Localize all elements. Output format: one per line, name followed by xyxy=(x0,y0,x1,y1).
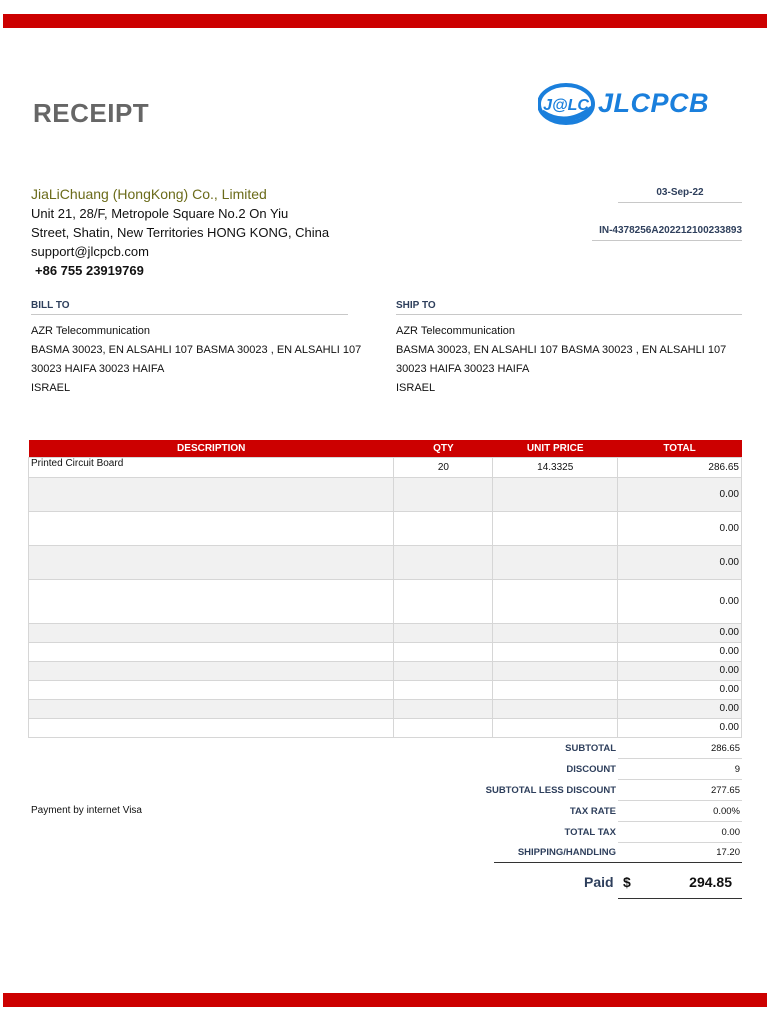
ship-to-name: AZR Telecommunication xyxy=(396,325,516,337)
header-qty: QTY xyxy=(394,440,493,457)
table-row xyxy=(29,477,742,511)
row-total: 0.00 xyxy=(618,661,742,680)
row-unit-price xyxy=(493,680,618,699)
row-description xyxy=(29,718,394,737)
row-description xyxy=(29,477,394,511)
row-description xyxy=(29,511,394,545)
bill-to-line2: 30023 HAIFA 30023 HAIFA xyxy=(31,363,165,375)
row-description xyxy=(29,680,394,699)
row-unit-price xyxy=(493,718,618,737)
row-qty xyxy=(394,680,493,699)
ship-to-address xyxy=(396,322,746,398)
row-qty xyxy=(394,661,493,680)
header-description: DESCRIPTION xyxy=(29,440,394,457)
company-info xyxy=(31,185,329,280)
ship-to-line2: 30023 HAIFA 30023 HAIFA xyxy=(396,363,530,375)
summary-label: DISCOUNT xyxy=(566,764,616,775)
table-row xyxy=(29,511,742,545)
summary-row-total-tax xyxy=(440,822,742,843)
row-total: 0.00 xyxy=(618,623,742,642)
bill-to-name: AZR Telecommunication xyxy=(31,325,151,337)
row-unit-price xyxy=(493,623,618,642)
row-qty: 20 xyxy=(394,457,493,477)
table-header-row xyxy=(29,440,742,457)
summary-value: 17.20 xyxy=(716,847,740,858)
company-phone: +86 755 23919769 xyxy=(35,263,144,278)
row-qty xyxy=(394,699,493,718)
line-items-table xyxy=(28,440,742,738)
receipt-date: 03-Sep-22 xyxy=(618,187,742,203)
summary-value: 286.65 xyxy=(618,738,742,759)
ship-to-heading: SHIP TO xyxy=(396,300,742,315)
payment-note: Payment by internet Visa xyxy=(31,805,142,816)
summary-label: SUBTOTAL LESS DISCOUNT xyxy=(485,785,616,796)
row-description xyxy=(29,545,394,579)
summary-row-shipping xyxy=(440,842,742,863)
summary-row-tax-rate xyxy=(440,801,742,822)
ship-to-line1: BASMA 30023, EN ALSAHLI 107 BASMA 30023 , EN ALSAHLI 107 xyxy=(396,344,727,356)
bill-to-line1: BASMA 30023, EN ALSAHLI 107 BASMA 30023 , EN ALSAHLI 107 xyxy=(31,344,362,356)
table-row xyxy=(29,699,742,718)
header-unit-price: UNIT PRICE xyxy=(493,440,618,457)
bottom-accent-bar xyxy=(3,993,767,1007)
company-address-line1: Unit 21, 28/F, Metropole Square No.2 On Yiu xyxy=(31,206,289,221)
row-description xyxy=(29,642,394,661)
logo-wordmark: JLCPCB xyxy=(598,88,710,118)
summary-label: SHIPPING/HANDLING xyxy=(517,847,616,858)
summary-label: TAX RATE xyxy=(569,806,616,817)
table-row xyxy=(29,623,742,642)
summary-row-discount xyxy=(440,759,742,780)
paid-currency: $ xyxy=(623,874,631,890)
row-qty xyxy=(394,718,493,737)
row-total: 0.00 xyxy=(618,477,742,511)
bill-to-address xyxy=(31,322,381,398)
page-title: RECEIPT xyxy=(33,98,150,128)
logo-mark: J@LC xyxy=(543,97,589,114)
row-description: Printed Circuit Board xyxy=(29,457,394,477)
paid-amount: 294.85 xyxy=(689,874,732,890)
summary-value: 0.00% xyxy=(618,801,742,822)
row-unit-price xyxy=(493,661,618,680)
row-qty xyxy=(394,623,493,642)
row-qty xyxy=(394,579,493,623)
row-qty xyxy=(394,545,493,579)
row-unit-price xyxy=(493,511,618,545)
row-qty xyxy=(394,511,493,545)
row-unit-price xyxy=(493,477,618,511)
top-accent-bar xyxy=(3,14,767,28)
row-total: 0.00 xyxy=(618,718,742,737)
summary-value: 0.00 xyxy=(618,822,742,843)
table-row xyxy=(29,661,742,680)
company-address-line2: Street, Shatin, New Territories HONG KONG, China xyxy=(31,225,330,240)
table-row xyxy=(29,457,742,477)
paid-underline xyxy=(618,898,742,899)
row-total: 0.00 xyxy=(618,545,742,579)
row-total: 286.65 xyxy=(618,457,742,477)
row-qty xyxy=(394,642,493,661)
header-total: TOTAL xyxy=(618,440,742,457)
row-description xyxy=(29,699,394,718)
summary-value: 9 xyxy=(618,759,742,780)
row-unit-price xyxy=(493,699,618,718)
row-unit-price xyxy=(493,579,618,623)
row-unit-price xyxy=(493,545,618,579)
table-row xyxy=(29,545,742,579)
summary-label: SUBTOTAL xyxy=(565,743,616,754)
row-total: 0.00 xyxy=(618,680,742,699)
ship-to-country: ISRAEL xyxy=(396,382,436,394)
bill-to-country: ISRAEL xyxy=(31,382,71,394)
company-email[interactable]: support@jlcpcb.com xyxy=(31,244,149,259)
row-description xyxy=(29,661,394,680)
row-total: 0.00 xyxy=(618,642,742,661)
paid-label: Paid xyxy=(584,874,614,890)
summary-divider xyxy=(494,862,742,863)
bill-to-heading: BILL TO xyxy=(31,300,348,315)
row-qty xyxy=(394,477,493,511)
row-unit-price: 14.3325 xyxy=(493,457,618,477)
row-description xyxy=(29,579,394,623)
summary-label: TOTAL TAX xyxy=(564,827,616,838)
table-row xyxy=(29,579,742,623)
table-row xyxy=(29,718,742,737)
table-row xyxy=(29,642,742,661)
summary-value: 277.65 xyxy=(618,780,742,801)
summary-row-subtotal xyxy=(440,738,742,759)
summary-row-subtotal-less-discount xyxy=(440,780,742,801)
company-name: JiaLiChuang (HongKong) Co., Limited xyxy=(31,186,267,202)
row-total: 0.00 xyxy=(618,579,742,623)
row-total: 0.00 xyxy=(618,511,742,545)
table-row xyxy=(29,680,742,699)
row-total: 0.00 xyxy=(618,699,742,718)
row-unit-price xyxy=(493,642,618,661)
invoice-number: IN-4378256A202212100233893 xyxy=(592,225,742,241)
row-description xyxy=(29,623,394,642)
